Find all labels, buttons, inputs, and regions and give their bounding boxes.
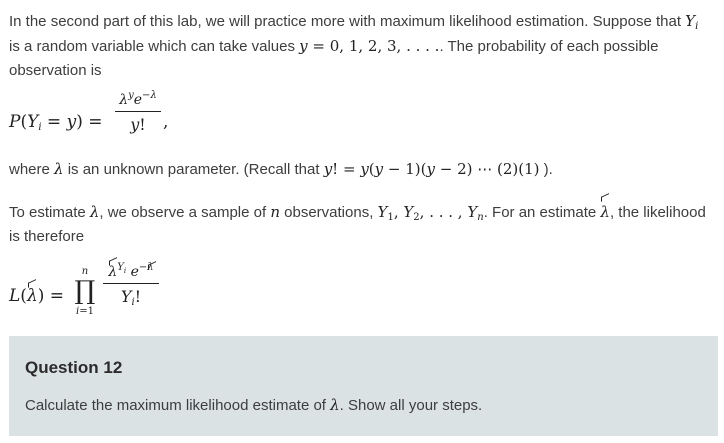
question-text: Calculate the maximum likelihood estimate of λ. Show all your steps. <box>25 396 483 414</box>
intro-paragraph: In the second part of this lab, we will practice more with maximum likelihood estimation. Suppose that $Y_i$ is a random variable which can take values y = 0, 1, 2, 3, . . . .. The probability of each possible observation is <box>9 12 699 79</box>
question-title: Question 12 <box>25 358 123 377</box>
lambda-note: where λ is an unknown parameter. (Recall that y! = y(y − 1)(y − 2) ⋯ (2)(1) ). <box>9 160 553 178</box>
question-box <box>9 336 718 436</box>
sample-paragraph: To estimate λ, we observe a sample of n observations, $Y_1$, $Y_2$, . . . , $Y_n$. For an estimate λ, the likelihood is therefore <box>9 200 710 249</box>
